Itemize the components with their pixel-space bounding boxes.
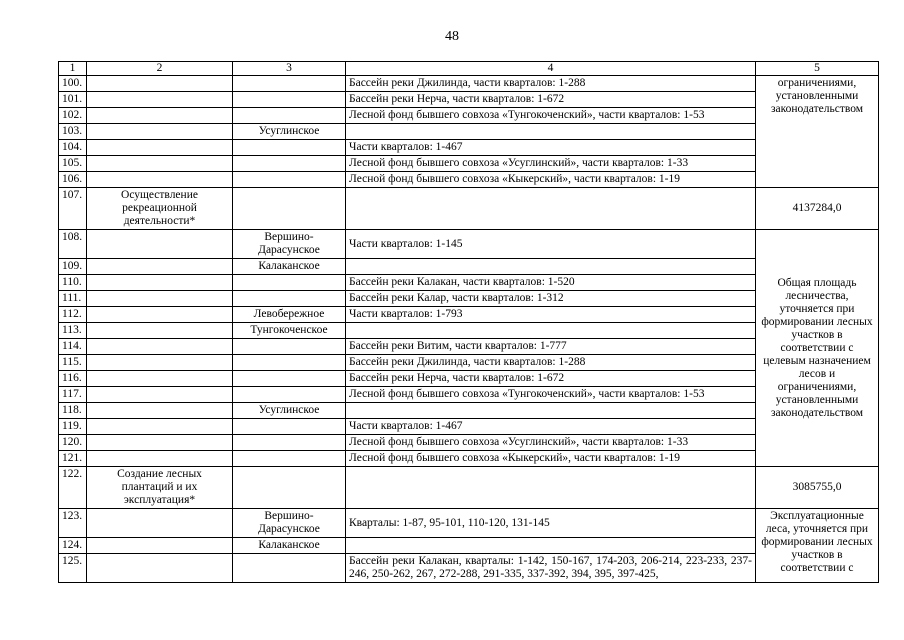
row-number: 123. bbox=[59, 509, 87, 538]
forestry-cell bbox=[233, 387, 346, 403]
row-number: 101. bbox=[59, 92, 87, 108]
quarters-cell: Бассейн реки Витим, части кварталов: 1-777 bbox=[346, 339, 756, 355]
page-number: 48 bbox=[445, 29, 459, 44]
forestry-cell bbox=[233, 275, 346, 291]
use-type-cell: Создание лесных плантаций и их эксплуатация* bbox=[87, 467, 233, 509]
forestry-cell: Калаканское bbox=[233, 259, 346, 275]
use-type-cell bbox=[87, 554, 233, 583]
quarters-cell: Бассейн реки Калакан, части кварталов: 1-520 bbox=[346, 275, 756, 291]
area-cell: 3085755,0 bbox=[756, 467, 879, 509]
use-type-cell bbox=[87, 259, 233, 275]
use-type-cell: Осуществление рекреационной деятельности* bbox=[87, 188, 233, 230]
forestry-cell bbox=[233, 172, 346, 188]
forestry-cell: Калаканское bbox=[233, 538, 346, 554]
note-cell: Общая площадь лесничества, уточняется при формировании лесных участков в соответствии с целевым назначением лесов и ограничениями, установленными законодательством bbox=[756, 230, 879, 467]
quarters-cell bbox=[346, 259, 756, 275]
quarters-cell: Части кварталов: 1-145 bbox=[346, 230, 756, 259]
quarters-cell: Лесной фонд бывшего совхоза «Тунгокоченский», части кварталов: 1-53 bbox=[346, 108, 756, 124]
forestry-cell bbox=[233, 451, 346, 467]
forestry-cell bbox=[233, 467, 346, 509]
quarters-cell bbox=[346, 403, 756, 419]
header-col-4: 4 bbox=[346, 62, 756, 76]
use-type-cell bbox=[87, 538, 233, 554]
quarters-cell: Бассейн реки Нерча, части кварталов: 1-672 bbox=[346, 371, 756, 387]
forestry-cell bbox=[233, 76, 346, 92]
quarters-cell: Лесной фонд бывшего совхоза «Усуглинский», части кварталов: 1-33 bbox=[346, 156, 756, 172]
forestry-cell bbox=[233, 92, 346, 108]
use-type-cell bbox=[87, 76, 233, 92]
forestry-cell: Вершино-Дарасунское bbox=[233, 509, 346, 538]
row-number: 112. bbox=[59, 307, 87, 323]
forestry-cell bbox=[233, 371, 346, 387]
row-number: 108. bbox=[59, 230, 87, 259]
table-row bbox=[59, 188, 879, 230]
forestry-cell bbox=[233, 108, 346, 124]
quarters-cell: Лесной фонд бывшего совхоза «Усуглинский», части кварталов: 1-33 bbox=[346, 435, 756, 451]
use-type-cell bbox=[87, 435, 233, 451]
quarters-cell: Части кварталов: 1-793 bbox=[346, 307, 756, 323]
quarters-cell bbox=[346, 538, 756, 554]
use-type-cell bbox=[87, 419, 233, 435]
quarters-cell: Бассейн реки Калар, части кварталов: 1-312 bbox=[346, 291, 756, 307]
row-number: 106. bbox=[59, 172, 87, 188]
forestry-cell bbox=[233, 419, 346, 435]
quarters-cell: Части кварталов: 1-467 bbox=[346, 140, 756, 156]
use-type-cell bbox=[87, 355, 233, 371]
quarters-cell: Части кварталов: 1-467 bbox=[346, 419, 756, 435]
forestry-cell: Тунгокоченское bbox=[233, 323, 346, 339]
row-number: 120. bbox=[59, 435, 87, 451]
row-number: 111. bbox=[59, 291, 87, 307]
quarters-cell bbox=[346, 124, 756, 140]
table-row bbox=[59, 509, 879, 538]
row-number: 114. bbox=[59, 339, 87, 355]
use-type-cell bbox=[87, 323, 233, 339]
table-row bbox=[59, 230, 879, 259]
use-type-cell bbox=[87, 403, 233, 419]
use-type-cell bbox=[87, 156, 233, 172]
quarters-cell: Бассейн реки Нерча, части кварталов: 1-672 bbox=[346, 92, 756, 108]
use-type-cell bbox=[87, 291, 233, 307]
quarters-cell: Бассейн реки Калакан, кварталы: 1-142, 150-167, 174-203, 206-214, 223-233, 237-246, 250-262, 267, 272-288, 291-335, 337-392, 394, 395, 397-425, bbox=[346, 554, 756, 583]
quarters-cell: Бассейн реки Джилинда, части кварталов: 1-288 bbox=[346, 355, 756, 371]
table-row bbox=[59, 467, 879, 509]
forest-use-table bbox=[58, 61, 879, 583]
forestry-cell bbox=[233, 355, 346, 371]
quarters-cell bbox=[346, 188, 756, 230]
quarters-cell: Лесной фонд бывшего совхоза «Тунгокоченский», части кварталов: 1-53 bbox=[346, 387, 756, 403]
quarters-cell bbox=[346, 323, 756, 339]
forestry-cell bbox=[233, 339, 346, 355]
note-cell: Эксплуатационные леса, уточняется при формировании лесных участков в соответствии с bbox=[756, 509, 879, 583]
row-number: 125. bbox=[59, 554, 87, 583]
header-col-2: 2 bbox=[87, 62, 233, 76]
row-number: 113. bbox=[59, 323, 87, 339]
quarters-cell: Бассейн реки Джилинда, части кварталов: 1-288 bbox=[346, 76, 756, 92]
forestry-cell bbox=[233, 140, 346, 156]
row-number: 122. bbox=[59, 467, 87, 509]
forestry-cell bbox=[233, 435, 346, 451]
use-type-cell bbox=[87, 307, 233, 323]
forestry-cell bbox=[233, 156, 346, 172]
forestry-cell: Усуглинское bbox=[233, 403, 346, 419]
use-type-cell bbox=[87, 140, 233, 156]
use-type-cell bbox=[87, 387, 233, 403]
use-type-cell bbox=[87, 230, 233, 259]
quarters-cell bbox=[346, 467, 756, 509]
forestry-cell: Вершино-Дарасунское bbox=[233, 230, 346, 259]
use-type-cell bbox=[87, 275, 233, 291]
use-type-cell bbox=[87, 339, 233, 355]
row-number: 116. bbox=[59, 371, 87, 387]
forestry-cell: Усуглинское bbox=[233, 124, 346, 140]
row-number: 117. bbox=[59, 387, 87, 403]
forestry-cell bbox=[233, 188, 346, 230]
forestry-cell: Левобережное bbox=[233, 307, 346, 323]
use-type-cell bbox=[87, 124, 233, 140]
header-col-3: 3 bbox=[233, 62, 346, 76]
header-col-5: 5 bbox=[756, 62, 879, 76]
row-number: 124. bbox=[59, 538, 87, 554]
use-type-cell bbox=[87, 108, 233, 124]
use-type-cell bbox=[87, 172, 233, 188]
header-col-1: 1 bbox=[59, 62, 87, 76]
note-cell: ограничениями, установленными законодательством bbox=[756, 76, 879, 188]
table-row bbox=[59, 76, 879, 92]
row-number: 105. bbox=[59, 156, 87, 172]
row-number: 100. bbox=[59, 76, 87, 92]
use-type-cell bbox=[87, 509, 233, 538]
row-number: 107. bbox=[59, 188, 87, 230]
row-number: 119. bbox=[59, 419, 87, 435]
row-number: 118. bbox=[59, 403, 87, 419]
area-cell: 4137284,0 bbox=[756, 188, 879, 230]
quarters-cell: Кварталы: 1-87, 95-101, 110-120, 131-145 bbox=[346, 509, 756, 538]
row-number: 110. bbox=[59, 275, 87, 291]
use-type-cell bbox=[87, 451, 233, 467]
row-number: 102. bbox=[59, 108, 87, 124]
row-number: 115. bbox=[59, 355, 87, 371]
table-header-row bbox=[59, 62, 879, 76]
forestry-cell bbox=[233, 554, 346, 583]
quarters-cell: Лесной фонд бывшего совхоза «Кыкерский», части кварталов: 1-19 bbox=[346, 451, 756, 467]
use-type-cell bbox=[87, 371, 233, 387]
row-number: 104. bbox=[59, 140, 87, 156]
row-number: 109. bbox=[59, 259, 87, 275]
row-number: 121. bbox=[59, 451, 87, 467]
row-number: 103. bbox=[59, 124, 87, 140]
quarters-cell: Лесной фонд бывшего совхоза «Кыкерский», части кварталов: 1-19 bbox=[346, 172, 756, 188]
use-type-cell bbox=[87, 92, 233, 108]
forestry-cell bbox=[233, 291, 346, 307]
